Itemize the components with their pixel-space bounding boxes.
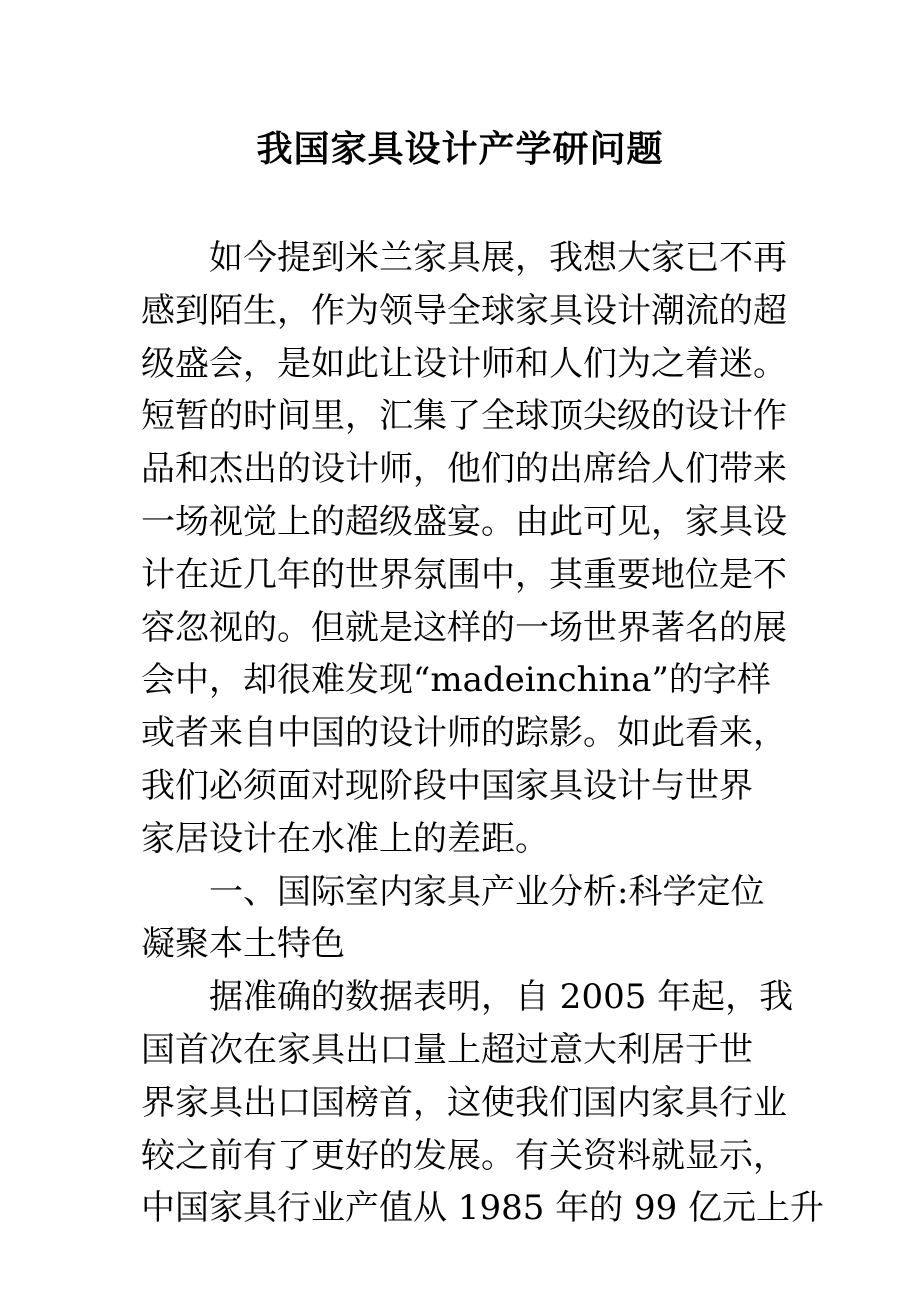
text-line: 家居设计在水准上的差距。: [141, 818, 549, 859]
text-line: 一场视觉上的超级盛宴。由此可见，家具设: [141, 501, 787, 542]
text-line: 凝聚本土特色: [141, 924, 345, 965]
text-line: 计在近几年的世界氛围中，其重要地位是不: [141, 554, 787, 595]
text-line: 一、国际室内家具产业分析:科学定位: [209, 871, 765, 912]
text-line: 据准确的数据表明，自 2005 年起，我: [209, 977, 794, 1018]
page-title: 我国家具设计产学研问题: [256, 128, 664, 170]
text-line: 短暂的时间里，汇集了全球顶尖级的设计作: [141, 396, 787, 437]
text-line: 容忽视的。但就是这样的一场世界著名的展: [141, 607, 787, 648]
text-line: 较之前有了更好的发展。有关资料就显示，: [141, 1135, 787, 1176]
document-body: [141, 232, 825, 1235]
text-line: 国首次在家具出口量上超过意大利居于世: [141, 1029, 753, 1070]
text-line: 级盛会，是如此让设计师和人们为之着迷。: [141, 343, 787, 384]
text-line: 会中，却很难发现“madeinchina”的字样: [141, 660, 771, 701]
text-line: 中国家具行业产值从 1985 年的 99 亿元上升: [141, 1188, 825, 1229]
text-line: 品和杰出的设计师，他们的出席给人们带来: [141, 449, 787, 490]
text-line: 或者来自中国的设计师的踪影。如此看来，: [141, 713, 787, 754]
text-line: 感到陌生，作为领导全球家具设计潮流的超: [141, 290, 787, 331]
text-line: 界家具出口国榜首，这使我们国内家具行业: [141, 1082, 787, 1123]
text-line: 如今提到米兰家具展，我想大家已不再: [209, 238, 787, 278]
text-line: 我们必须面对现阶段中国家具设计与世界: [141, 765, 753, 806]
